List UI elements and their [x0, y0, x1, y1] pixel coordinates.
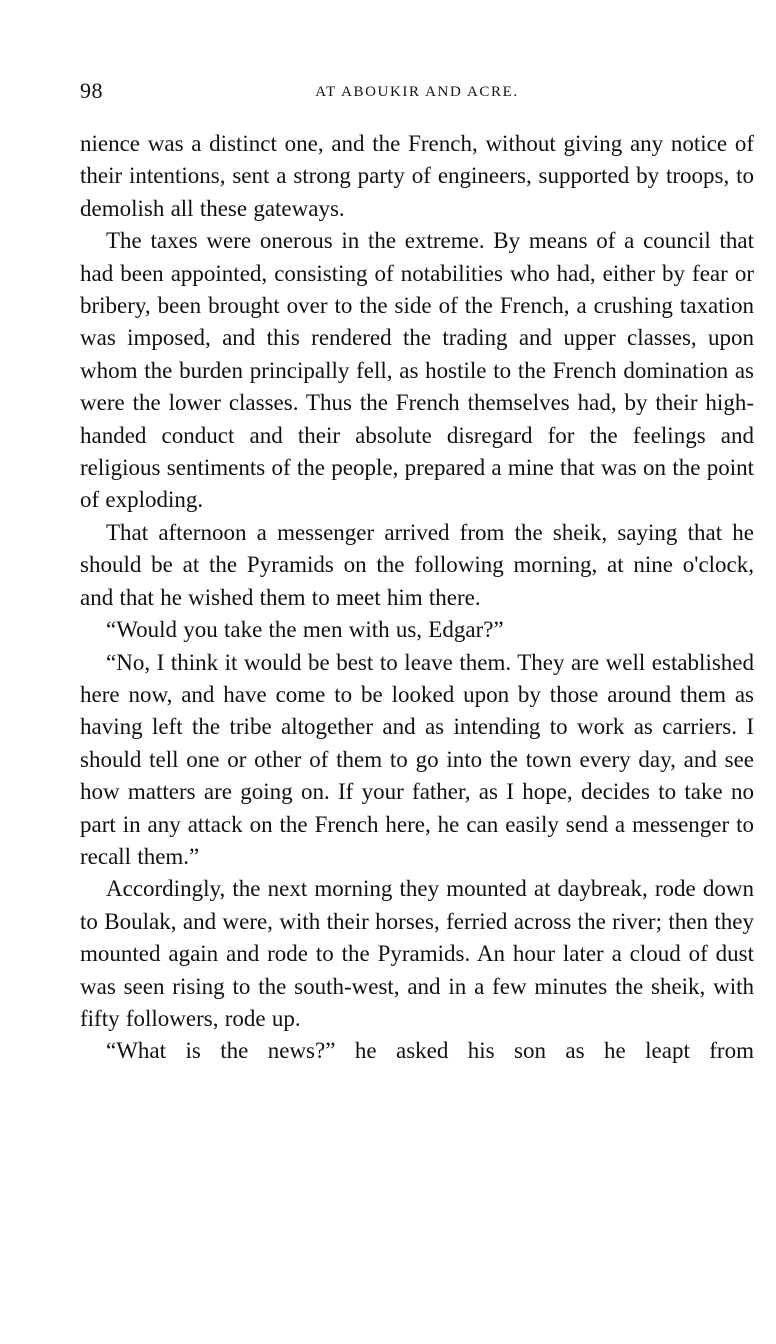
page-number: 98	[80, 78, 103, 103]
paragraph: That afternoon a messenger arrived from the sheik, saying that he should be at the Pyramids on the following morning, at nine o'clock, and that he wished them to meet him there.	[80, 519, 754, 610]
paragraph: Accordingly, the next morning they mounted at daybreak, rode down to Boulak, and were, with their horses, ferried across the river; then they mounted again and rode to the Pyramids. An hour later a cloud of dust was seen rising to the south-west, and in a few minutes the sheik, with fifty followers, rode up.	[80, 876, 754, 1031]
running-head	[80, 78, 754, 108]
dialogue-paragraph: “What is the news?” he asked his son as he leapt from	[106, 1038, 754, 1064]
paragraph: The taxes were onerous in the extreme. By means of a council that had been appointed, consisting of notabilities who had, either by fear or bribery, been brought over to the side of the French, a crushing taxation was imposed, and this rendered the trading and upper classes, upon whom the burden principally fell, as hostile to the French domination as were the lower classes. Thus the French themselves had, by their high-handed conduct and their absolute disregard for the feelings and religious sentiments of the people, prepared a mine that was on the point of exploding.	[80, 228, 754, 513]
running-title: AT ABOUKIR AND ACRE.	[315, 84, 519, 100]
dialogue-paragraph: “Would you take the men with us, Edgar?”	[106, 617, 504, 643]
book-page	[80, 78, 754, 1068]
body-text	[80, 128, 754, 1068]
dialogue-paragraph: “No, I think it would be best to leave them. They are well established here now, and have come to be looked upon by those around them as having left the tribe altogether and as intending to work as carriers. I should tell one or other of them to go into the town every day, and see how matters are going on. If your father, as I hope, decides to take no part in any attack on the French here, he can easily send a messenger to recall them.”	[80, 649, 754, 869]
paragraph-continued: nience was a distinct one, and the French, without giving any notice of their intentions, sent a strong party of engineers, supported by troops, to demolish all these gateways.	[80, 131, 754, 221]
